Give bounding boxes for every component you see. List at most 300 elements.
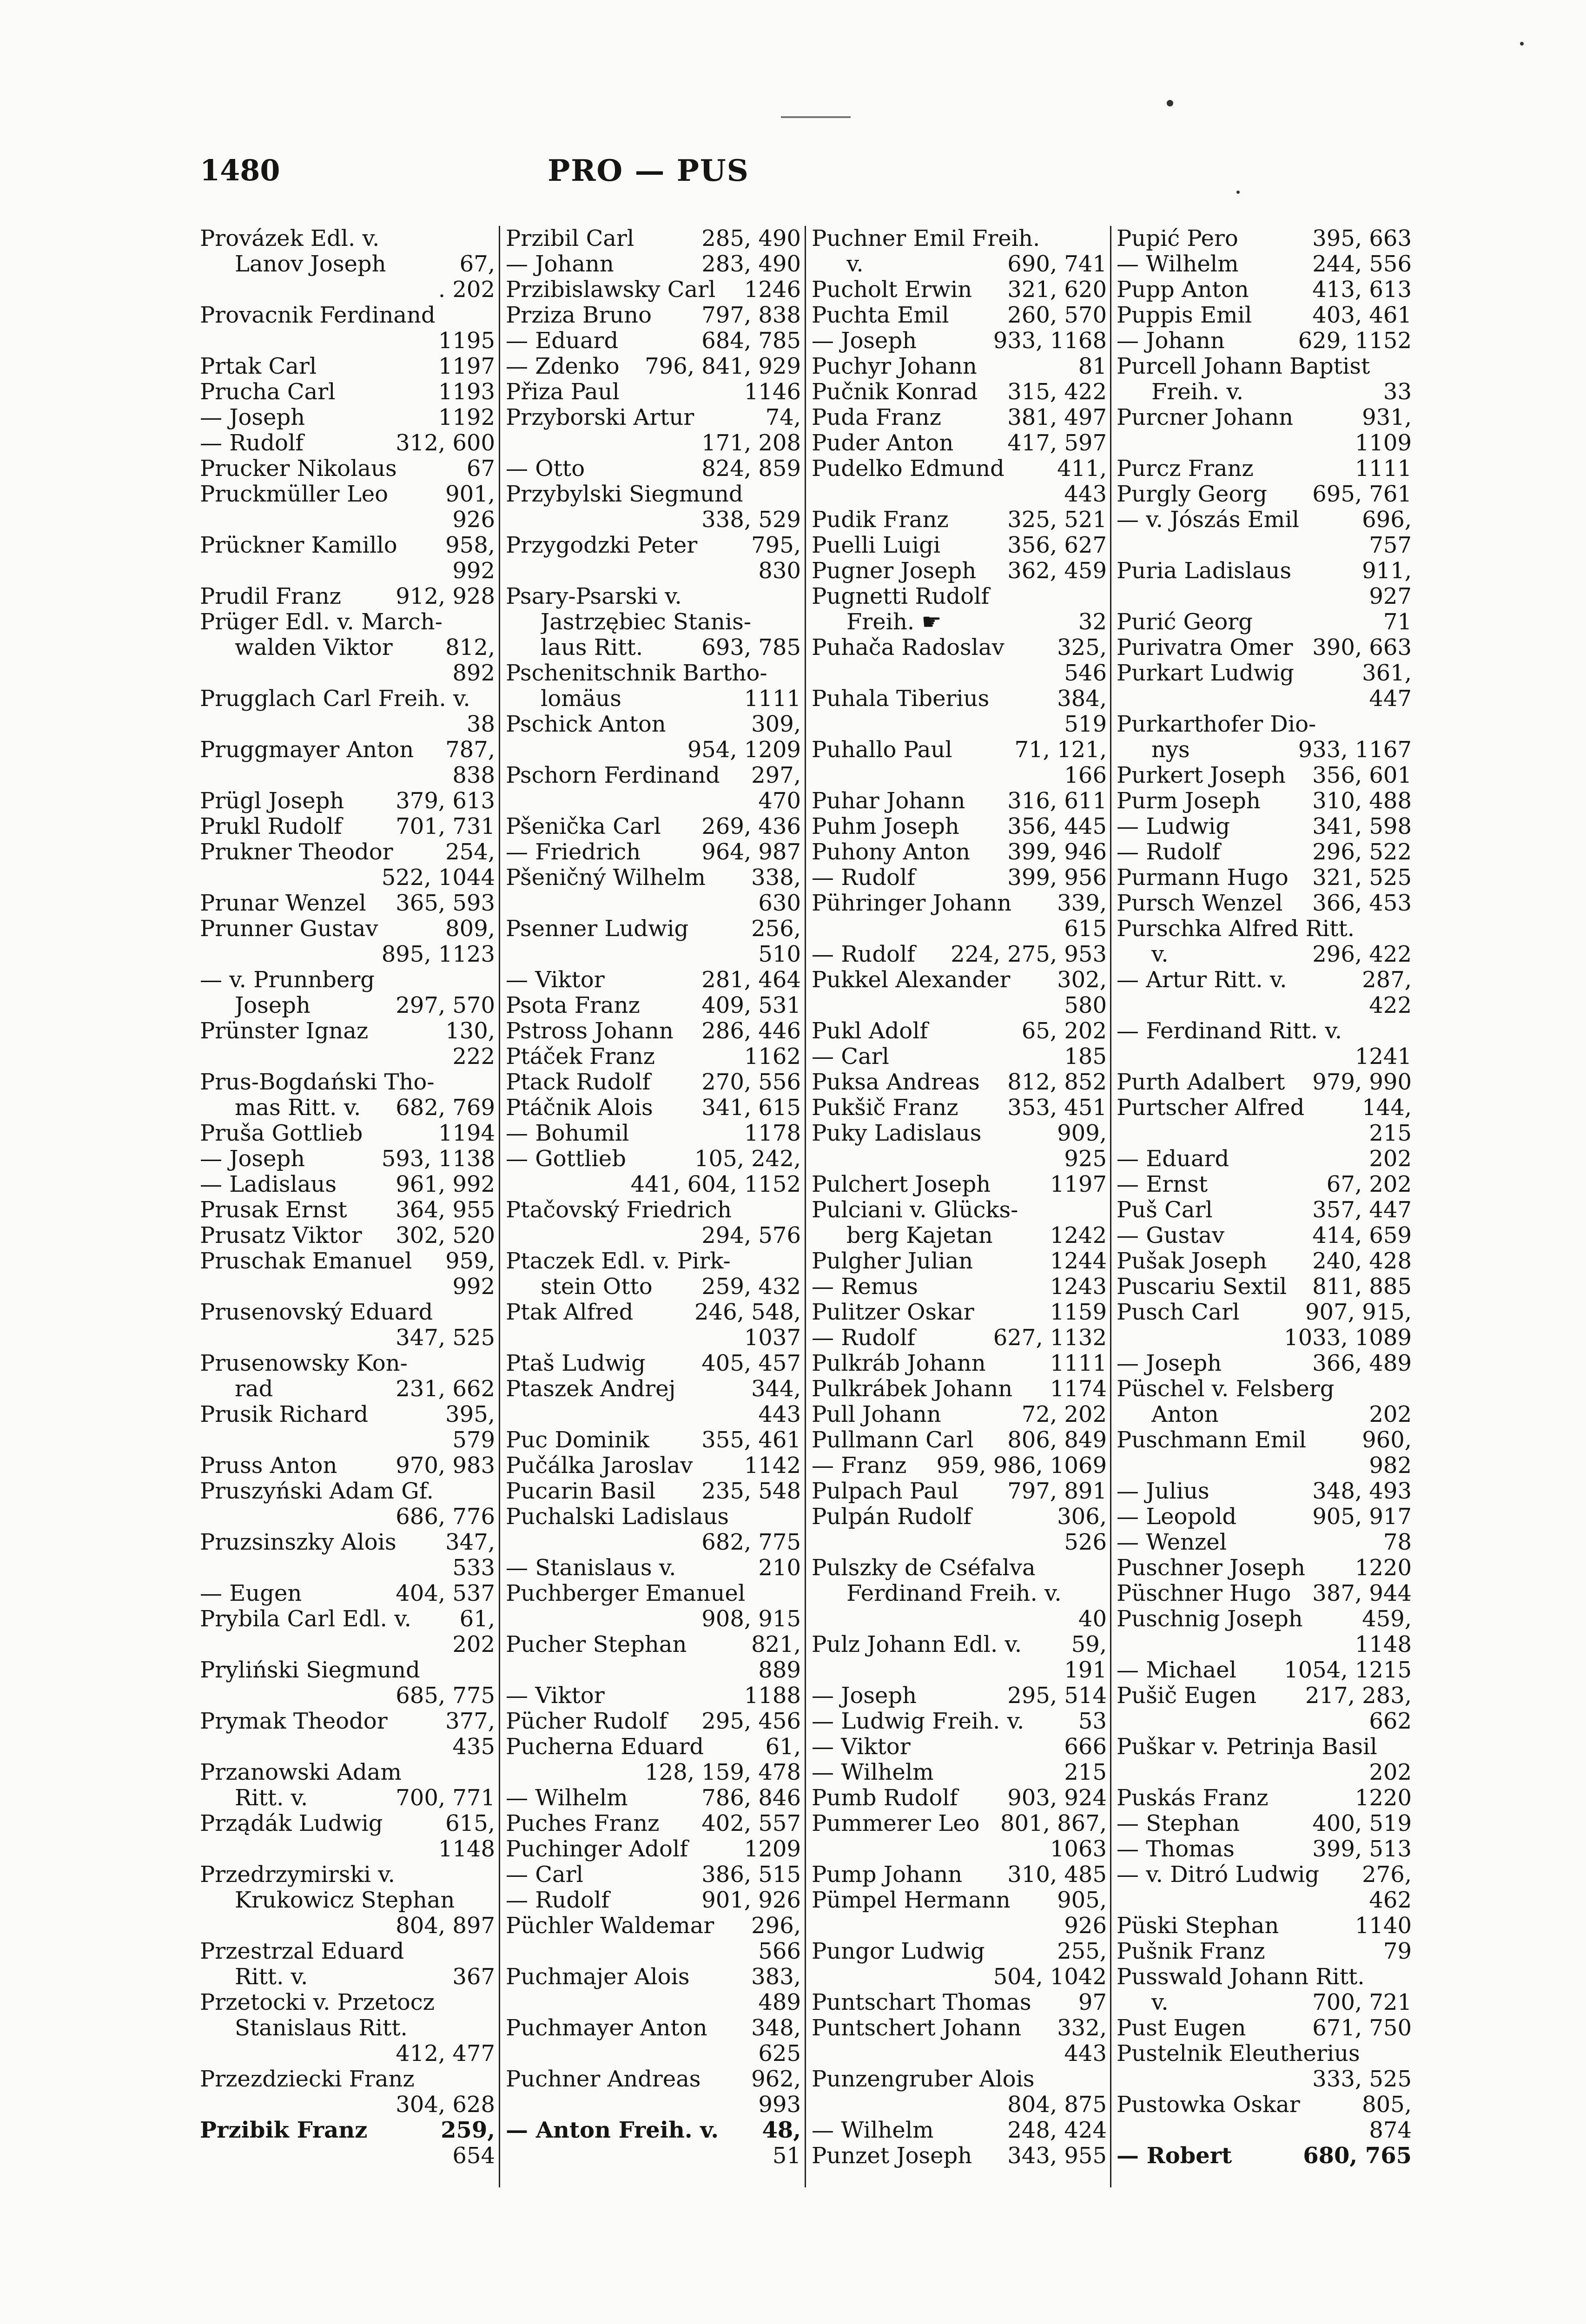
- index-entry: [506, 277, 801, 303]
- entry-page-refs: 256,: [751, 916, 801, 942]
- entry-name: Ptačovský Friedrich: [506, 1197, 732, 1223]
- page-ref-continuation: 566: [758, 1939, 801, 1964]
- entry-name: Pullmann Carl: [812, 1427, 974, 1453]
- entry-page-refs: 341, 598: [1312, 814, 1412, 839]
- index-entry: [812, 1888, 1107, 1913]
- page-ref-continuation: 443: [1064, 482, 1107, 507]
- page-ref-continuation: 1063: [1050, 1836, 1107, 1862]
- entry-name: Ferdinand Freih. v.: [846, 1581, 1062, 1606]
- index-entry: [812, 533, 1107, 558]
- entry-name: Prusenowsky Kon-: [200, 1351, 408, 1376]
- entry-name: Pschick Anton: [506, 712, 666, 737]
- entry-name: — Remus: [812, 1274, 918, 1300]
- index-entry: [1117, 660, 1412, 686]
- page-ref-continuation: 526: [1064, 1530, 1107, 1555]
- entry-page-refs: 312, 600: [396, 430, 495, 456]
- index-entry: [200, 1888, 495, 1913]
- index-entry: [200, 1300, 495, 1325]
- index-entry: [1117, 1095, 1412, 1121]
- entry-page-refs: 399, 946: [1007, 839, 1107, 865]
- index-entry: [812, 1248, 1107, 1274]
- entry-page-refs: 217, 283,: [1305, 1683, 1412, 1709]
- entry-name: Prusenovský Eduard: [200, 1300, 433, 1325]
- entry-page-refs: 59,: [1071, 1632, 1107, 1657]
- page-ref-continuation: 447: [1369, 686, 1412, 712]
- entry-name: Püski Stephan: [1117, 1913, 1279, 1939]
- entry-page-refs: 812, 852: [1007, 1070, 1107, 1095]
- page-ref-continuation: 1033, 1089: [1284, 1325, 1412, 1351]
- index-entry: [506, 865, 801, 891]
- page-ref-continuation: 992: [452, 1274, 495, 1300]
- entry-name: Przanowski Adam: [200, 1760, 402, 1785]
- entry-page-refs: 811, 885: [1312, 1274, 1412, 1300]
- entry-name: Puhala Tiberius: [812, 686, 990, 712]
- index-entry: [1117, 2041, 1412, 2067]
- entry-page-refs: 74,: [765, 405, 801, 430]
- index-entry: [1117, 1427, 1412, 1453]
- entry-name: Purkart Ludwig: [1117, 660, 1295, 686]
- index-entry: [506, 1555, 801, 1581]
- entry-name: Puder Anton: [812, 430, 954, 456]
- index-entry: [812, 1172, 1107, 1197]
- entry-page-refs: 414, 659: [1312, 1223, 1412, 1248]
- page-ref-continuation: 171, 208: [701, 430, 801, 456]
- entry-name: stein Otto: [541, 1274, 653, 1300]
- entry-page-refs: 364, 955: [396, 1197, 495, 1223]
- index-entry: [506, 1070, 801, 1095]
- entry-page-refs: 48,: [762, 2118, 801, 2143]
- entry-page-refs: 409, 531: [701, 993, 801, 1018]
- entry-name: — Bohumil: [506, 1121, 629, 1146]
- entry-name: Pupić Pero: [1117, 226, 1238, 251]
- entry-name: Pucarin Basil: [506, 1479, 656, 1504]
- entry-name: Pryliński Siegmund: [200, 1657, 420, 1683]
- entry-page-refs: 348, 493: [1312, 1479, 1412, 1504]
- page-ref-continuation: 533: [452, 1555, 495, 1581]
- entry-page-refs: 786, 846: [701, 1785, 801, 1811]
- index-entry: [1117, 507, 1412, 533]
- index-entry: [506, 635, 801, 660]
- index-entry: [812, 328, 1107, 354]
- entry-name: — Rudolf: [812, 865, 916, 891]
- index-entry: [200, 379, 495, 405]
- page-ref-continuation: 804, 897: [396, 1913, 495, 1939]
- entry-name: Puda Franz: [812, 405, 941, 430]
- entry-page-refs: 960,: [1362, 1427, 1412, 1453]
- index-entry: [812, 1939, 1107, 1964]
- page-ref-continuation: 925: [1064, 1146, 1107, 1172]
- entry-name: — Viktor: [506, 967, 605, 993]
- index-entry: [1117, 226, 1412, 251]
- index-entry: [812, 456, 1107, 482]
- index-entry: [1117, 1581, 1412, 1606]
- entry-name: Puria Ladislaus: [1117, 558, 1292, 584]
- index-entry: [506, 379, 801, 405]
- entry-page-refs: 366, 453: [1312, 891, 1412, 916]
- entry-page-refs: 362, 459: [1007, 558, 1107, 584]
- entry-page-refs: 395, 663: [1312, 226, 1412, 251]
- index-entry: [200, 1479, 495, 1504]
- entry-name: Pulchert Joseph: [812, 1172, 991, 1197]
- entry-name: rad: [235, 1376, 273, 1402]
- entry-name: Pučnik Konrad: [812, 379, 978, 405]
- column-rule: [805, 226, 806, 2187]
- entry-name: Pukšič Franz: [812, 1095, 958, 1121]
- entry-name: — Ladislaus: [200, 1172, 337, 1197]
- entry-name: Pursch Wenzel: [1117, 891, 1283, 916]
- index-entry: [200, 1121, 495, 1146]
- entry-page-refs: 332,: [1057, 2015, 1107, 2041]
- page-ref-continuation: 579: [452, 1427, 495, 1453]
- index-entry: [200, 405, 495, 430]
- entry-name: Pücher Rudolf: [506, 1709, 667, 1734]
- entry-name: Provázek Edl. v.: [200, 226, 380, 251]
- entry-page-refs: 1111: [744, 686, 801, 712]
- page-ref-continuation: 489: [758, 1990, 801, 2015]
- index-entry: [200, 1376, 495, 1402]
- entry-name: Ptáček Franz: [506, 1044, 655, 1070]
- entry-name: v.: [1151, 942, 1169, 967]
- entry-page-refs: 296, 422: [1312, 942, 1412, 967]
- index-entry: [812, 1811, 1107, 1836]
- entry-page-refs: 615,: [445, 1811, 495, 1836]
- index-columns: [200, 226, 1412, 2187]
- entry-name: Puntschart Thomas: [812, 1990, 1031, 2015]
- index-entry: [1117, 1504, 1412, 1530]
- entry-page-refs: 353, 451: [1007, 1095, 1107, 1121]
- index-entry: [506, 839, 801, 865]
- index-entry: [200, 2067, 495, 2092]
- entry-page-refs: 381, 497: [1007, 405, 1107, 430]
- index-entry: [1117, 354, 1412, 379]
- page-number: 1480: [200, 153, 280, 187]
- entry-name: Przygodzki Peter: [506, 533, 698, 558]
- entry-page-refs: 1192: [438, 405, 495, 430]
- index-entry: [812, 1121, 1107, 1146]
- index-entry: [200, 1606, 495, 1632]
- page-ref-continuation: 546: [1064, 660, 1107, 686]
- entry-name: — Rudolf: [812, 942, 916, 967]
- entry-page-refs: 824, 859: [701, 456, 801, 482]
- entry-page-refs: 71: [1383, 609, 1412, 635]
- page-ref-continuation: 128, 159, 478: [645, 1760, 801, 1785]
- entry-name: Puchmajer Alois: [506, 1964, 690, 1990]
- entry-page-refs: 933, 1167: [1298, 737, 1412, 763]
- entry-page-refs: 387, 944: [1312, 1581, 1412, 1606]
- entry-page-refs: 321, 620: [1007, 277, 1107, 303]
- entry-name: Pulgher Julian: [812, 1248, 973, 1274]
- entry-name: Puš Carl: [1117, 1197, 1213, 1223]
- entry-page-refs: 411,: [1057, 456, 1107, 482]
- entry-page-refs: 700, 771: [396, 1785, 495, 1811]
- entry-name: Stanislaus Ritt.: [235, 2015, 408, 2041]
- entry-page-refs: 255,: [1057, 1939, 1107, 1964]
- entry-page-refs: 912, 928: [396, 584, 495, 609]
- index-entry: [506, 814, 801, 839]
- entry-page-refs: 399, 956: [1007, 865, 1107, 891]
- index-entry: [506, 916, 801, 942]
- page-ref-continuation: 1148: [438, 1836, 495, 1862]
- index-entry: [812, 2143, 1107, 2169]
- entry-name: Prüger Edl. v. March-: [200, 609, 443, 635]
- entry-name: Pumb Rudolf: [812, 1785, 958, 1811]
- index-entry: [1117, 737, 1412, 763]
- entry-name: Prusatz Viktor: [200, 1223, 362, 1248]
- entry-name: Pugner Joseph: [812, 558, 977, 584]
- entry-name: Pümpel Hermann: [812, 1888, 1011, 1913]
- entry-page-refs: 1054, 1215: [1284, 1657, 1412, 1683]
- entry-page-refs: 964, 987: [701, 839, 801, 865]
- entry-page-refs: 33: [1383, 379, 1412, 405]
- entry-page-refs: 701, 731: [396, 814, 495, 839]
- entry-page-refs: 700, 721: [1312, 1990, 1412, 2015]
- index-entry: [200, 891, 495, 916]
- entry-name: — Zdenko: [506, 354, 620, 379]
- index-entry: [1117, 1836, 1412, 1862]
- index-entry: [1117, 967, 1412, 993]
- index-entry: [1117, 1913, 1412, 1939]
- page-ref-continuation: 191: [1064, 1657, 1107, 1683]
- index-entry: [812, 1581, 1107, 1606]
- page-ref-continuation: 908, 915: [701, 1606, 801, 1632]
- entry-page-refs: 666: [1064, 1734, 1107, 1760]
- index-entry: [1117, 1248, 1412, 1274]
- entry-page-refs: 310, 485: [1007, 1862, 1107, 1888]
- entry-name: Puschner Joseph: [1117, 1555, 1305, 1581]
- entry-name: Purgly Georg: [1117, 482, 1267, 507]
- entry-name: Przibik Franz: [200, 2118, 368, 2143]
- entry-page-refs: 905,: [1057, 1888, 1107, 1913]
- entry-page-refs: 812,: [445, 635, 495, 660]
- index-entry: [812, 788, 1107, 814]
- entry-name: Pukkel Alexander: [812, 967, 1011, 993]
- entry-name: — Rudolf: [200, 430, 304, 456]
- entry-name: Joseph: [235, 993, 311, 1018]
- index-entry: [1117, 1785, 1412, 1811]
- entry-name: Freih. v.: [1151, 379, 1244, 405]
- entry-name: Pudelko Edmund: [812, 456, 1004, 482]
- index-entry: [812, 865, 1107, 891]
- index-entry: [812, 942, 1107, 967]
- index-entry: [812, 1862, 1107, 1888]
- index-entry: [200, 737, 495, 763]
- index-entry: [200, 1351, 495, 1376]
- entry-page-refs: 404, 537: [396, 1581, 495, 1606]
- entry-page-refs: 79: [1383, 1939, 1412, 1964]
- index-entry: [812, 251, 1107, 277]
- entry-name: Pulpach Paul: [812, 1479, 958, 1504]
- index-entry: [1117, 763, 1412, 788]
- entry-name: — Johann: [506, 251, 614, 277]
- running-head: PRO — PUS: [548, 153, 749, 188]
- entry-page-refs: 1188: [744, 1683, 801, 1709]
- entry-name: Přiza Paul: [506, 379, 620, 405]
- index-entry: [1117, 1657, 1412, 1683]
- index-entry: [506, 482, 801, 507]
- entry-name: Puc Dominik: [506, 1427, 649, 1453]
- entry-page-refs: 627, 1132: [993, 1325, 1107, 1351]
- index-entry: [200, 354, 495, 379]
- page-ref-continuation: 982: [1369, 1453, 1412, 1479]
- index-entry: [200, 1248, 495, 1274]
- entry-page-refs: 693, 785: [701, 635, 801, 660]
- entry-name: — Franz: [812, 1453, 907, 1479]
- index-entry: [506, 660, 801, 686]
- index-entry: [812, 1325, 1107, 1351]
- index-entry: [200, 584, 495, 609]
- entry-page-refs: 276,: [1362, 1862, 1412, 1888]
- entry-name: Pust Eugen: [1117, 2015, 1246, 2041]
- entry-name: Pruss Anton: [200, 1453, 337, 1479]
- index-entry: [200, 1785, 495, 1811]
- entry-name: Ptaszek Andrej: [506, 1376, 676, 1402]
- entry-page-refs: 787,: [445, 737, 495, 763]
- page-ref-continuation: 333, 525: [1312, 2067, 1412, 2092]
- entry-name: Puchyr Johann: [812, 354, 977, 379]
- index-entry: [200, 839, 495, 865]
- page-ref-continuation: 202: [452, 1632, 495, 1657]
- index-entry: [200, 1223, 495, 1248]
- entry-page-refs: 958,: [445, 533, 495, 558]
- entry-name: Pucher Stephan: [506, 1632, 687, 1657]
- index-entry: [200, 993, 495, 1018]
- entry-page-refs: 81: [1078, 354, 1107, 379]
- entry-name: v.: [1151, 1990, 1169, 2015]
- index-entry: [1117, 1070, 1412, 1095]
- entry-name: Prugglach Carl Freih. v.: [200, 686, 470, 712]
- entry-page-refs: 367: [452, 1964, 495, 1990]
- entry-name: Pull Johann: [812, 1402, 941, 1427]
- entry-page-refs: 1246: [744, 277, 801, 303]
- index-entry: [812, 1453, 1107, 1479]
- entry-name: Puchmayer Anton: [506, 2015, 707, 2041]
- entry-name: Puchalski Ladislaus: [506, 1504, 729, 1530]
- index-entry: [1117, 1351, 1412, 1376]
- index-entry: [812, 1095, 1107, 1121]
- index-entry: [812, 1632, 1107, 1657]
- entry-page-refs: 97: [1078, 1990, 1107, 2015]
- entry-page-refs: 1142: [744, 1453, 801, 1479]
- index-entry: [1117, 2015, 1412, 2041]
- entry-name: Przybylski Siegmund: [506, 482, 743, 507]
- entry-name: — Otto: [506, 456, 585, 482]
- entry-name: — Joseph: [1117, 1351, 1222, 1376]
- index-entry: [812, 1070, 1107, 1095]
- index-entry: [812, 737, 1107, 763]
- index-entry: [812, 354, 1107, 379]
- entry-name: Psary-Psarski v.: [506, 584, 682, 609]
- entry-name: Pučálka Jaroslav: [506, 1453, 693, 1479]
- entry-name: Pruckmüller Leo: [200, 482, 389, 507]
- page-ref-continuation: 338, 529: [701, 507, 801, 533]
- index-entry: [812, 405, 1107, 430]
- page-ref-continuation: 926: [1064, 1913, 1107, 1939]
- index-entry: [812, 558, 1107, 584]
- entry-page-refs: 325,: [1057, 635, 1107, 660]
- entry-page-refs: 269, 436: [701, 814, 801, 839]
- entry-page-refs: 386, 515: [701, 1862, 801, 1888]
- entry-name: Prus-Bogdański Tho-: [200, 1070, 435, 1095]
- entry-name: Przyborski Artur: [506, 405, 694, 430]
- index-entry: [506, 967, 801, 993]
- index-entry: [812, 967, 1107, 993]
- index-entry: [506, 609, 801, 635]
- index-entry: [506, 226, 801, 251]
- page-ref-continuation: 443: [758, 1402, 801, 1427]
- index-entry: [812, 1709, 1107, 1734]
- index-entry: [506, 456, 801, 482]
- column-rule: [1110, 226, 1111, 2187]
- entry-name: — Anton Freih. v.: [506, 2118, 719, 2143]
- index-entry: [1117, 1223, 1412, 1248]
- index-entry: [506, 1479, 801, 1504]
- entry-page-refs: 402, 557: [701, 1811, 801, 1836]
- entry-name: walden Viktor: [235, 635, 393, 660]
- entry-page-refs: 302, 520: [396, 1223, 495, 1248]
- entry-page-refs: 71, 121,: [1014, 737, 1107, 763]
- entry-page-refs: 1244: [1050, 1248, 1107, 1274]
- print-speck: [1520, 42, 1524, 46]
- entry-name: Püschner Hugo: [1117, 1581, 1291, 1606]
- page-ref-continuation: 580: [1064, 993, 1107, 1018]
- entry-page-refs: 283, 490: [701, 251, 801, 277]
- index-entry: [1117, 1530, 1412, 1555]
- index-entry: [812, 1760, 1107, 1785]
- index-entry: [200, 226, 495, 251]
- entry-name: Prukner Theodor: [200, 839, 393, 865]
- page-ref-continuation: 1195: [438, 328, 495, 354]
- entry-name: Przedrzymirski v.: [200, 1862, 395, 1888]
- page-ref-continuation: . 202: [438, 277, 495, 303]
- entry-page-refs: 67, 202: [1326, 1172, 1412, 1197]
- index-entry: [1117, 558, 1412, 584]
- index-entry: [812, 1402, 1107, 1427]
- entry-page-refs: 909,: [1057, 1121, 1107, 1146]
- entry-name: Ptaš Ludwig: [506, 1351, 646, 1376]
- index-entry: [812, 584, 1107, 609]
- entry-name: — Thomas: [1117, 1836, 1235, 1862]
- index-entry: [506, 251, 801, 277]
- entry-page-refs: 1111: [1355, 456, 1412, 482]
- index-entry: [200, 788, 495, 814]
- entry-name: Puchta Emil: [812, 303, 949, 328]
- entry-page-refs: 302,: [1057, 967, 1107, 993]
- entry-page-refs: 297,: [751, 763, 801, 788]
- index-entry: [1117, 1172, 1412, 1197]
- entry-name: Pulkráb Johann: [812, 1351, 986, 1376]
- entry-name: — Eduard: [1117, 1146, 1229, 1172]
- entry-name: Przestrzal Eduard: [200, 1939, 404, 1964]
- page-ref-continuation: 625: [758, 2041, 801, 2067]
- entry-name: Prügl Joseph: [200, 788, 344, 814]
- page-ref-continuation: 830: [758, 558, 801, 584]
- entry-page-refs: 384,: [1057, 686, 1107, 712]
- index-entry: [812, 1479, 1107, 1504]
- index-entry: [812, 1223, 1107, 1248]
- entry-name: — Wenzel: [1117, 1530, 1227, 1555]
- index-entry: [506, 1683, 801, 1709]
- entry-name: — Leopold: [1117, 1504, 1237, 1530]
- entry-name: Ritt. v.: [235, 1964, 308, 1990]
- entry-page-refs: 970, 983: [396, 1453, 495, 1479]
- entry-name: Pruzsinszky Alois: [200, 1530, 396, 1555]
- entry-name: — Wilhelm: [812, 2118, 934, 2143]
- entry-page-refs: 690, 741: [1007, 251, 1107, 277]
- entry-page-refs: 260, 570: [1007, 303, 1107, 328]
- index-entry: [812, 1504, 1107, 1530]
- entry-page-refs: 403, 461: [1312, 303, 1412, 328]
- index-column-3: [812, 226, 1107, 2187]
